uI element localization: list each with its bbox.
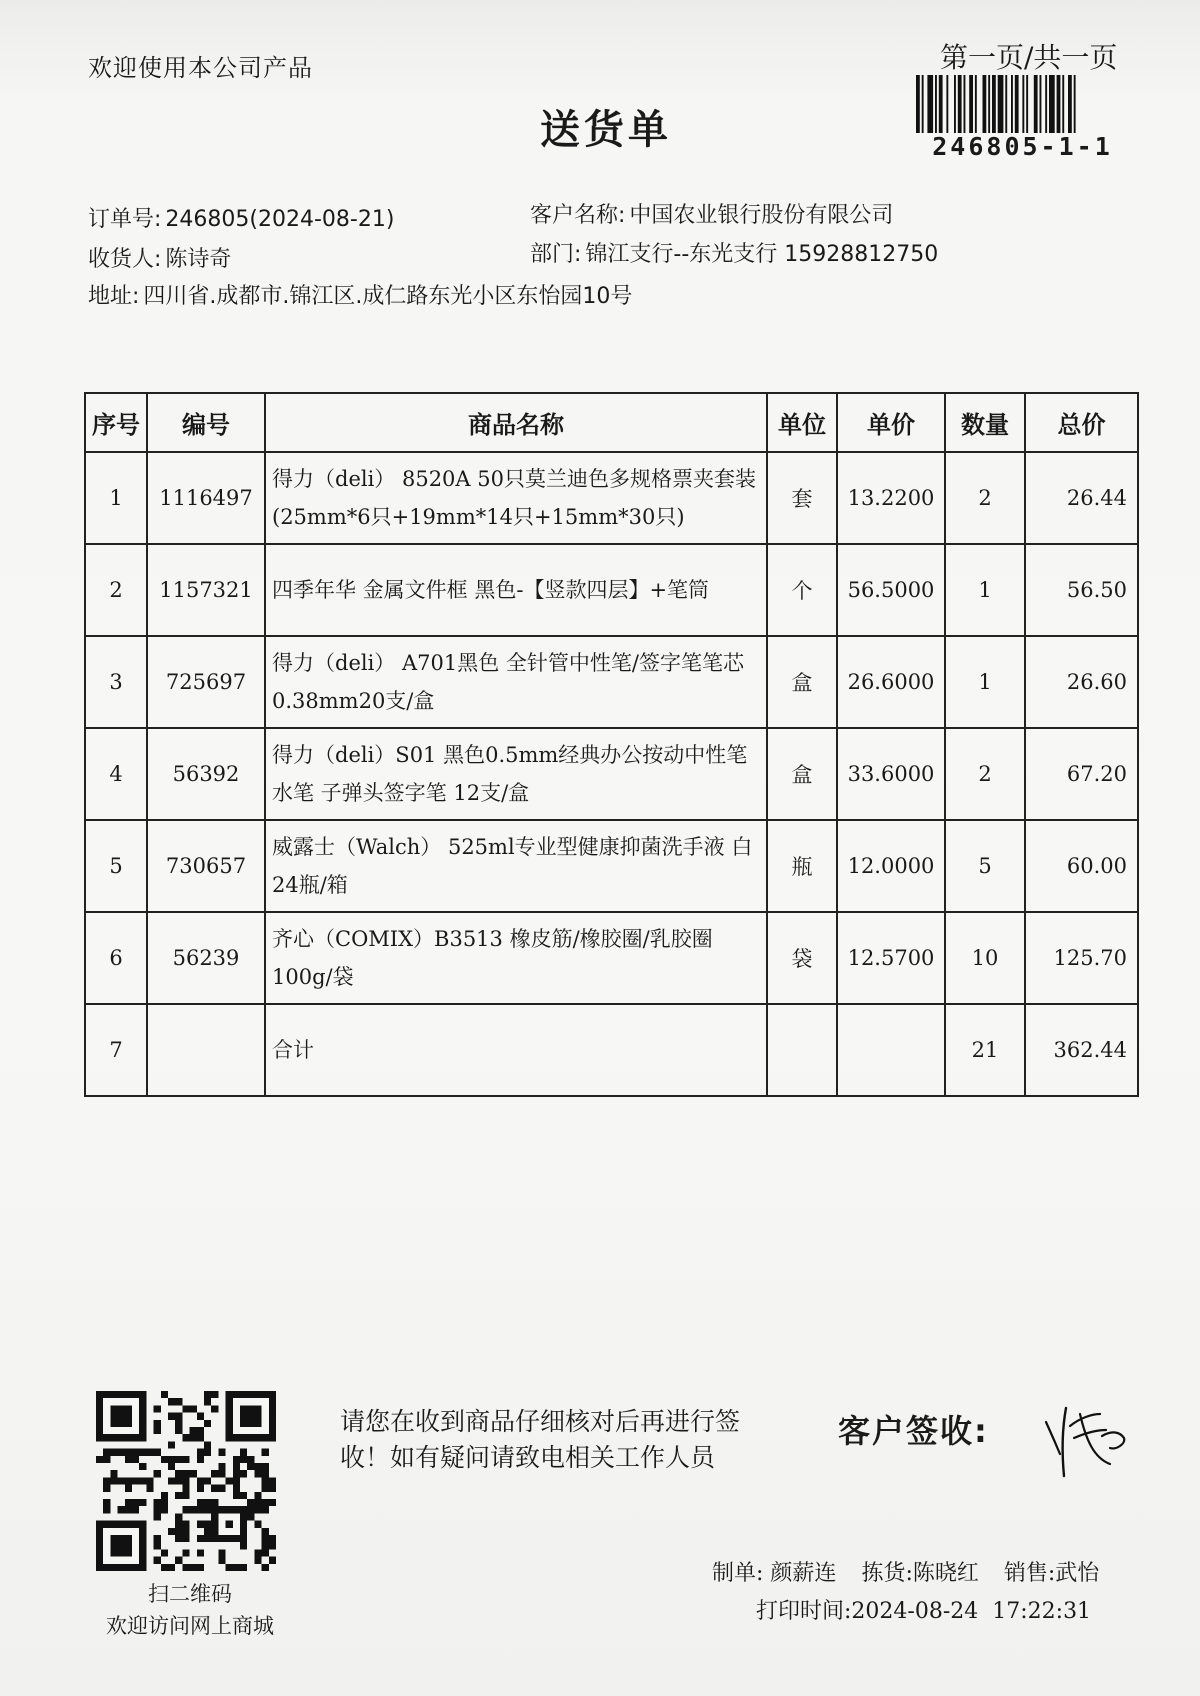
cell-serial: 1 bbox=[85, 452, 147, 544]
cell-serial: 5 bbox=[85, 820, 147, 912]
table-total-row bbox=[85, 1004, 1138, 1096]
cell-total: 60.00 bbox=[1025, 820, 1138, 912]
cell-code: 56239 bbox=[147, 912, 265, 1004]
table-row bbox=[85, 636, 1138, 728]
cell-total-quantity: 21 bbox=[945, 1004, 1025, 1096]
cell-total: 26.60 bbox=[1025, 636, 1138, 728]
cell-product-name: 得力（deli） A701黑色 全针管中性笔/签字笔笔芯0.38mm20支/盒 bbox=[265, 636, 767, 728]
department-value: 锦江支行--东光支行 15928812750 bbox=[585, 242, 939, 267]
cell-total: 56.50 bbox=[1025, 544, 1138, 636]
page-info: 第一页/共一页 bbox=[940, 41, 1118, 74]
maker-label: 制单: bbox=[712, 1561, 764, 1586]
cell-unit-price: 13.2200 bbox=[837, 452, 945, 544]
cell-unit: 袋 bbox=[767, 912, 837, 1004]
print-time-value: 2024-08-24 17:22:31 bbox=[851, 1599, 1092, 1624]
cell-quantity: 5 bbox=[945, 820, 1025, 912]
qr-caption-line2: 欢迎访问网上商城 bbox=[106, 1614, 274, 1638]
cell-unit bbox=[767, 1004, 837, 1096]
order-number bbox=[88, 202, 394, 233]
barcode-number: 246805-1-1 bbox=[932, 132, 1113, 161]
document-title: 送货单 bbox=[540, 107, 672, 153]
cell-grand-total: 362.44 bbox=[1025, 1004, 1138, 1096]
table-row bbox=[85, 912, 1138, 1004]
customer-signature-label: 客户签收: bbox=[838, 1412, 989, 1450]
cell-unit: 盒 bbox=[767, 728, 837, 820]
print-time-line bbox=[756, 1594, 1091, 1625]
cell-quantity: 1 bbox=[945, 544, 1025, 636]
handwritten-signature bbox=[1040, 1400, 1130, 1480]
header-code: 编号 bbox=[147, 393, 265, 452]
cell-code: 1157321 bbox=[147, 544, 265, 636]
qr-caption bbox=[80, 1578, 300, 1642]
receiver bbox=[88, 242, 231, 273]
receiver-label: 收货人: bbox=[88, 247, 162, 272]
cell-serial: 6 bbox=[85, 912, 147, 1004]
cell-quantity: 2 bbox=[945, 452, 1025, 544]
picker-value: 陈晓红 bbox=[912, 1561, 979, 1586]
cell-quantity: 1 bbox=[945, 636, 1025, 728]
header-serial: 序号 bbox=[85, 393, 147, 452]
cell-total: 67.20 bbox=[1025, 728, 1138, 820]
table-row bbox=[85, 452, 1138, 544]
cell-serial: 2 bbox=[85, 544, 147, 636]
cell-unit-price bbox=[837, 1004, 945, 1096]
order-number-value: 246805(2024-08-21) bbox=[165, 207, 395, 232]
staff-line bbox=[712, 1556, 1099, 1587]
cell-product-name: 威露士（Walch） 525ml专业型健康抑菌洗手液 白 24瓶/箱 bbox=[265, 820, 767, 912]
header-unit: 单位 bbox=[767, 393, 837, 452]
cell-quantity: 10 bbox=[945, 912, 1025, 1004]
header-total: 总价 bbox=[1025, 393, 1138, 452]
cell-serial: 3 bbox=[85, 636, 147, 728]
cell-product-name: 得力（deli） 8520A 50只莫兰迪色多规格票夹套装(25mm*6只+19mm*14只+15mm*30只) bbox=[265, 452, 767, 544]
picker-label: 拣货: bbox=[861, 1561, 913, 1586]
cell-product-name: 齐心（COMIX）B3513 橡皮筋/橡胶圈/乳胶圈100g/袋 bbox=[265, 912, 767, 1004]
maker-value: 颜薪连 bbox=[770, 1561, 837, 1586]
cell-unit: 个 bbox=[767, 544, 837, 636]
address-label: 地址: bbox=[88, 284, 140, 309]
goods-table bbox=[84, 392, 1139, 1097]
cell-unit: 套 bbox=[767, 452, 837, 544]
sales-label: 销售: bbox=[1003, 1561, 1056, 1586]
verification-notice: 请您在收到商品仔细核对后再进行签收！如有疑问请致电相关工作人员 bbox=[340, 1407, 741, 1472]
receiver-value: 陈诗奇 bbox=[165, 247, 232, 272]
cell-code bbox=[147, 1004, 265, 1096]
header-unit-price: 单价 bbox=[837, 393, 945, 452]
header-quantity: 数量 bbox=[945, 393, 1025, 452]
cell-unit-price: 26.6000 bbox=[837, 636, 945, 728]
cell-code: 56392 bbox=[147, 728, 265, 820]
cell-unit-price: 56.5000 bbox=[837, 544, 945, 636]
cell-unit: 盒 bbox=[767, 636, 837, 728]
header-product-name: 商品名称 bbox=[265, 393, 767, 452]
sales-value: 武怡 bbox=[1055, 1561, 1100, 1586]
qr-code-icon bbox=[96, 1391, 276, 1571]
cell-product-name: 得力（deli）S01 黑色0.5mm经典办公按动中性笔水笔 子弹头签字笔 12支/盒 bbox=[265, 728, 767, 820]
cell-unit-price: 12.5700 bbox=[837, 912, 945, 1004]
address bbox=[88, 279, 632, 310]
department bbox=[530, 237, 938, 268]
cell-quantity: 2 bbox=[945, 728, 1025, 820]
cell-unit-price: 12.0000 bbox=[837, 820, 945, 912]
cell-code: 730657 bbox=[147, 820, 265, 912]
welcome-text: 欢迎使用本公司产品 bbox=[88, 54, 313, 82]
customer-name-value: 中国农业银行股份有限公司 bbox=[629, 203, 894, 228]
customer-name bbox=[530, 198, 893, 229]
cell-total-label: 合计 bbox=[265, 1004, 767, 1096]
cell-code: 725697 bbox=[147, 636, 265, 728]
cell-unit-price: 33.6000 bbox=[837, 728, 945, 820]
cell-serial: 7 bbox=[85, 1004, 147, 1096]
address-value: 四川省.成都市.锦江区.成仁路东光小区东怡园10号 bbox=[143, 284, 633, 309]
table-row bbox=[85, 544, 1138, 636]
department-label: 部门: bbox=[530, 242, 582, 267]
table-row bbox=[85, 728, 1138, 820]
table-header-row bbox=[85, 393, 1138, 452]
barcode-graphic bbox=[915, 75, 1130, 133]
cell-unit: 瓶 bbox=[767, 820, 837, 912]
cell-total: 125.70 bbox=[1025, 912, 1138, 1004]
print-time-label: 打印时间: bbox=[756, 1599, 852, 1624]
cell-code: 1116497 bbox=[147, 452, 265, 544]
customer-name-label: 客户名称: bbox=[530, 203, 626, 228]
table-row bbox=[85, 820, 1138, 912]
order-number-label: 订单号: bbox=[88, 207, 162, 232]
cell-total: 26.44 bbox=[1025, 452, 1138, 544]
cell-product-name: 四季年华 金属文件框 黑色-【竖款四层】+笔筒 bbox=[265, 544, 767, 636]
cell-serial: 4 bbox=[85, 728, 147, 820]
qr-caption-line1: 扫二维码 bbox=[148, 1582, 232, 1606]
